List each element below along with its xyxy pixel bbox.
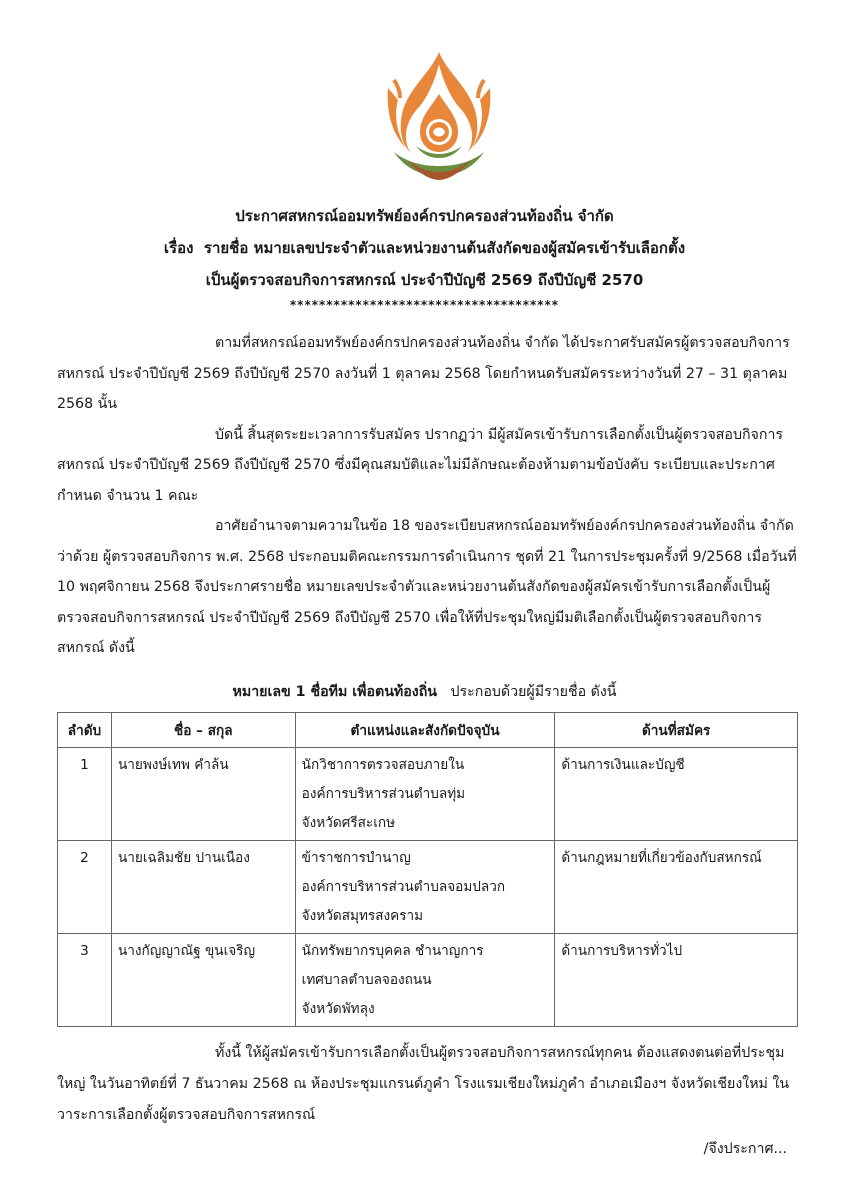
continuation-marker: /จึงประกาศ... [703,1141,787,1157]
closing-section [57,1038,797,1131]
header-order: ลำดับ [58,713,112,748]
row-number: 3 [58,934,112,1027]
header-name: ชื่อ – สกุล [111,713,295,748]
candidate-table [57,712,798,1027]
table-row [58,841,798,934]
candidate-area: ด้านกฎหมายที่เกี่ยวข้องกับสหกรณ์ [555,841,798,934]
candidate-name: นายเฉลิมชัย ปานเนือง [111,841,295,934]
position-line: องค์การบริหารส่วนตำบลทุ่ม [301,786,466,802]
candidate-name: นางกัญญาณัฐ ขุนเจริญ [111,934,295,1027]
position-line: นักทรัพยากรบุคคล ชำนาญการ [301,943,484,959]
candidate-area: ด้านการบริหารทั่วไป [555,934,798,1027]
subject-label: เรื่อง [163,239,194,257]
candidate-position [295,748,555,841]
position-line: จังหวัดศรีสะเกษ [301,815,396,831]
position-line: จังหวัดพัทลุง [301,1001,375,1017]
row-number: 1 [58,748,112,841]
position-line: ข้าราชการบำนาญ [301,850,411,866]
position-line: นักวิชาการตรวจสอบภายใน [301,757,465,773]
candidate-position [295,841,555,934]
header-area: ด้านที่สมัคร [555,713,798,748]
body-paragraphs [57,328,797,664]
paragraph-2: บัดนี้ สิ้นสุดระยะเวลาการรับสมัคร ปรากฏว่า มีผู้สมัครเข้ารับการเลือกตั้งเป็นผู้ตรวจสอบกิจการสหกรณ์ ประจำปีบัญชี 2569 ถึงปีบัญชี 2570 ซึ่งมีคุณสมบัติและไม่มีลักษณะต้องห้ามตามข้อบังคับ ระเบียบและประกาศกำหนด จำนวน 1 คณะ [57,426,784,504]
candidate-name: นายพงษ์เทพ คำล้น [111,748,295,841]
table-row [58,748,798,841]
table-header-row [58,713,798,748]
candidate-area: ด้านการเงินและบัญชี [555,748,798,841]
paragraph-1: ตามที่สหกรณ์ออมทรัพย์องค์กรปกครองส่วนท้องถิ่น จำกัด ได้ประกาศรับสมัครผู้ตรวจสอบกิจการสหกรณ์ ประจำปีบัญชี 2569 ถึงปีบัญชี 2570 ลงวันที่ 1 ตุลาคม 2568 โดยกำหนดรับสมัครระหว่างวันที่ 27 – 31 ตุลาคม 2568 นั้น [57,335,790,412]
team-name: หมายเลข 1 ชื่อทีม เพื่อตนท้องถิ่น [232,684,438,700]
position-line: องค์การบริหารส่วนตำบลจอมปลวก [301,879,506,895]
table-row [58,934,798,1027]
header-position: ตำแหน่งและสังกัดปัจจุบัน [295,713,555,748]
subject-line-1 [0,232,849,264]
cooperative-logo [380,48,498,188]
candidate-position [295,934,555,1027]
announcement-title: ประกาศสหกรณ์ออมทรัพย์องค์กรปกครองส่วนท้องถิ่น จำกัด [235,207,614,225]
row-number: 2 [58,841,112,934]
closing-paragraph: ทั้งนี้ ให้ผู้สมัครเข้ารับการเลือกตั้งเป็นผู้ตรวจสอบกิจการสหกรณ์ทุกคน ต้องแสดงตนต่อที่ประชุมใหญ่ ในวันอาทิตย์ที่ 7 ธันวาคม 2568 ณ ห้องประชุมแกรนด์ภูคำ โรงแรมเชียงใหม่ภูคำ อำเภอเมืองฯ จังหวัดเชียงใหม่ ในวาระการเลือกตั้งผู้ตรวจสอบกิจการสหกรณ์ [57,1045,790,1123]
team-heading [0,678,849,706]
paragraph-3: อาศัยอำนาจตามความในข้อ 18 ของระเบียบสหกรณ์ออมทรัพย์องค์กรปกครองส่วนท้องถิ่น จำกัด ว่าด้วย ผู้ตรวจสอบกิจการ พ.ศ. 2568 ประกอบมติคณะกรรมการดำเนินการ ชุดที่ 21 ในการประชุมครั้งที่ 9/2568 เมื่อวันที่ 10 พฤศจิกายน 2568 จึงประกาศรายชื่อ หมายเลขประจำตัวและหน่วยงานต้นสังกัดของผู้สมัครเข้ารับการเลือกตั้งเป็นผู้ตรวจสอบกิจการสหกรณ์ ประจำปีบัญชี 2569 ถึงปีบัญชี 2570 เพื่อให้ที่ประชุมใหญ่มีมติเลือกตั้งเป็นผู้ตรวจสอบกิจการสหกรณ์ ดังนี้ [57,518,797,656]
position-line: จังหวัดสมุทรสงคราม [301,908,424,924]
separator-line: ************************************* [289,298,560,312]
subject-line-2: เป็นผู้ตรวจสอบกิจการสหกรณ์ ประจำปีบัญชี 2569 ถึงปีบัญชี 2570 [205,271,644,289]
position-line: เทศบาลตำบลจองถนน [301,972,432,988]
team-suffix: ประกอบด้วยผู้มีรายชื่อ ดังนี้ [450,684,617,700]
subject-text-1: รายชื่อ หมายเลขประจำตัวและหน่วยงานต้นสังกัดของผู้สมัครเข้ารับเลือกตั้ง [203,239,686,257]
